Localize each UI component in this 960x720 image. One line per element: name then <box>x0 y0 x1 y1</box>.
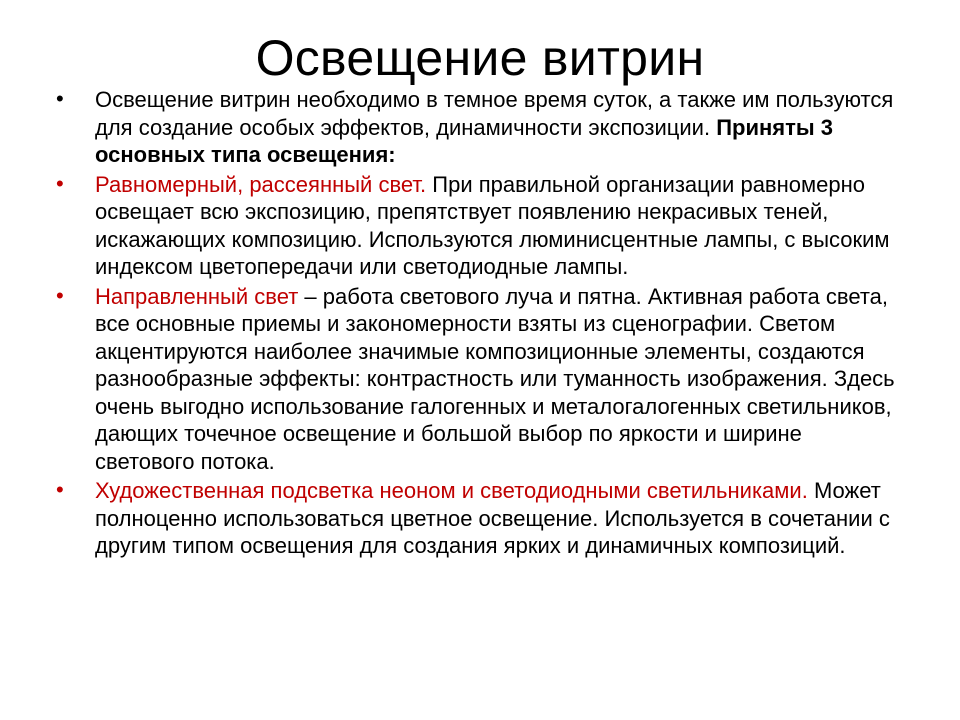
bullet-icon: • <box>56 170 64 196</box>
bullet-item-diffuse-light <box>56 171 906 281</box>
intro-text: Освещение витрин необходимо в темное время суток, а также им пользуются для создание особых эффектов, динамичности экспозиции. <box>95 87 894 140</box>
directional-light-text: – работа светового луча и пятна. Активная работа света, все основные приемы и закономерности взяты из сценографии. Светом акцентируются наиболее значимые композиционные элементы, создаются разнообразные эффекты: контрастность или туманность изображения. Здесь очень выгодно использование галогенных и металогалогенных светильников, дающих точечное освещение и большой выбор по яркости и ширине светового потока. <box>95 283 895 474</box>
bullet-icon: • <box>56 282 64 308</box>
slide-title: Освещение витрин <box>255 30 705 86</box>
directional-light-heading: Направленный свет <box>95 283 299 309</box>
neon-led-text: Может полноценно использоваться цветное освещение. Используется в сочетании с другим типом освещения для создания ярких и динамичных композиций. <box>95 478 890 558</box>
diffuse-light-heading: Равномерный, рассеянный свет. <box>95 171 427 197</box>
bullet-icon: • <box>56 477 64 502</box>
bullet-item-directional-light <box>56 283 906 476</box>
intro-bold-text: Приняты 3 основных типа освещения: <box>95 114 833 167</box>
bullet-item-intro <box>56 86 906 169</box>
bullet-icon: • <box>56 86 64 111</box>
neon-led-heading: Художественная подсветка неоном и светодиодными светильниками. <box>95 478 808 503</box>
diffuse-light-text: При правильной организации равномерно освещает всю экспозицию, препятствует появлению некрасивых теней, искажающих композицию. Используются люминисцентные лампы, с высоким индексом цветопередачи или светодиодные лампы. <box>95 171 890 279</box>
bullet-list <box>56 86 906 562</box>
bullet-item-neon-led <box>56 477 906 560</box>
